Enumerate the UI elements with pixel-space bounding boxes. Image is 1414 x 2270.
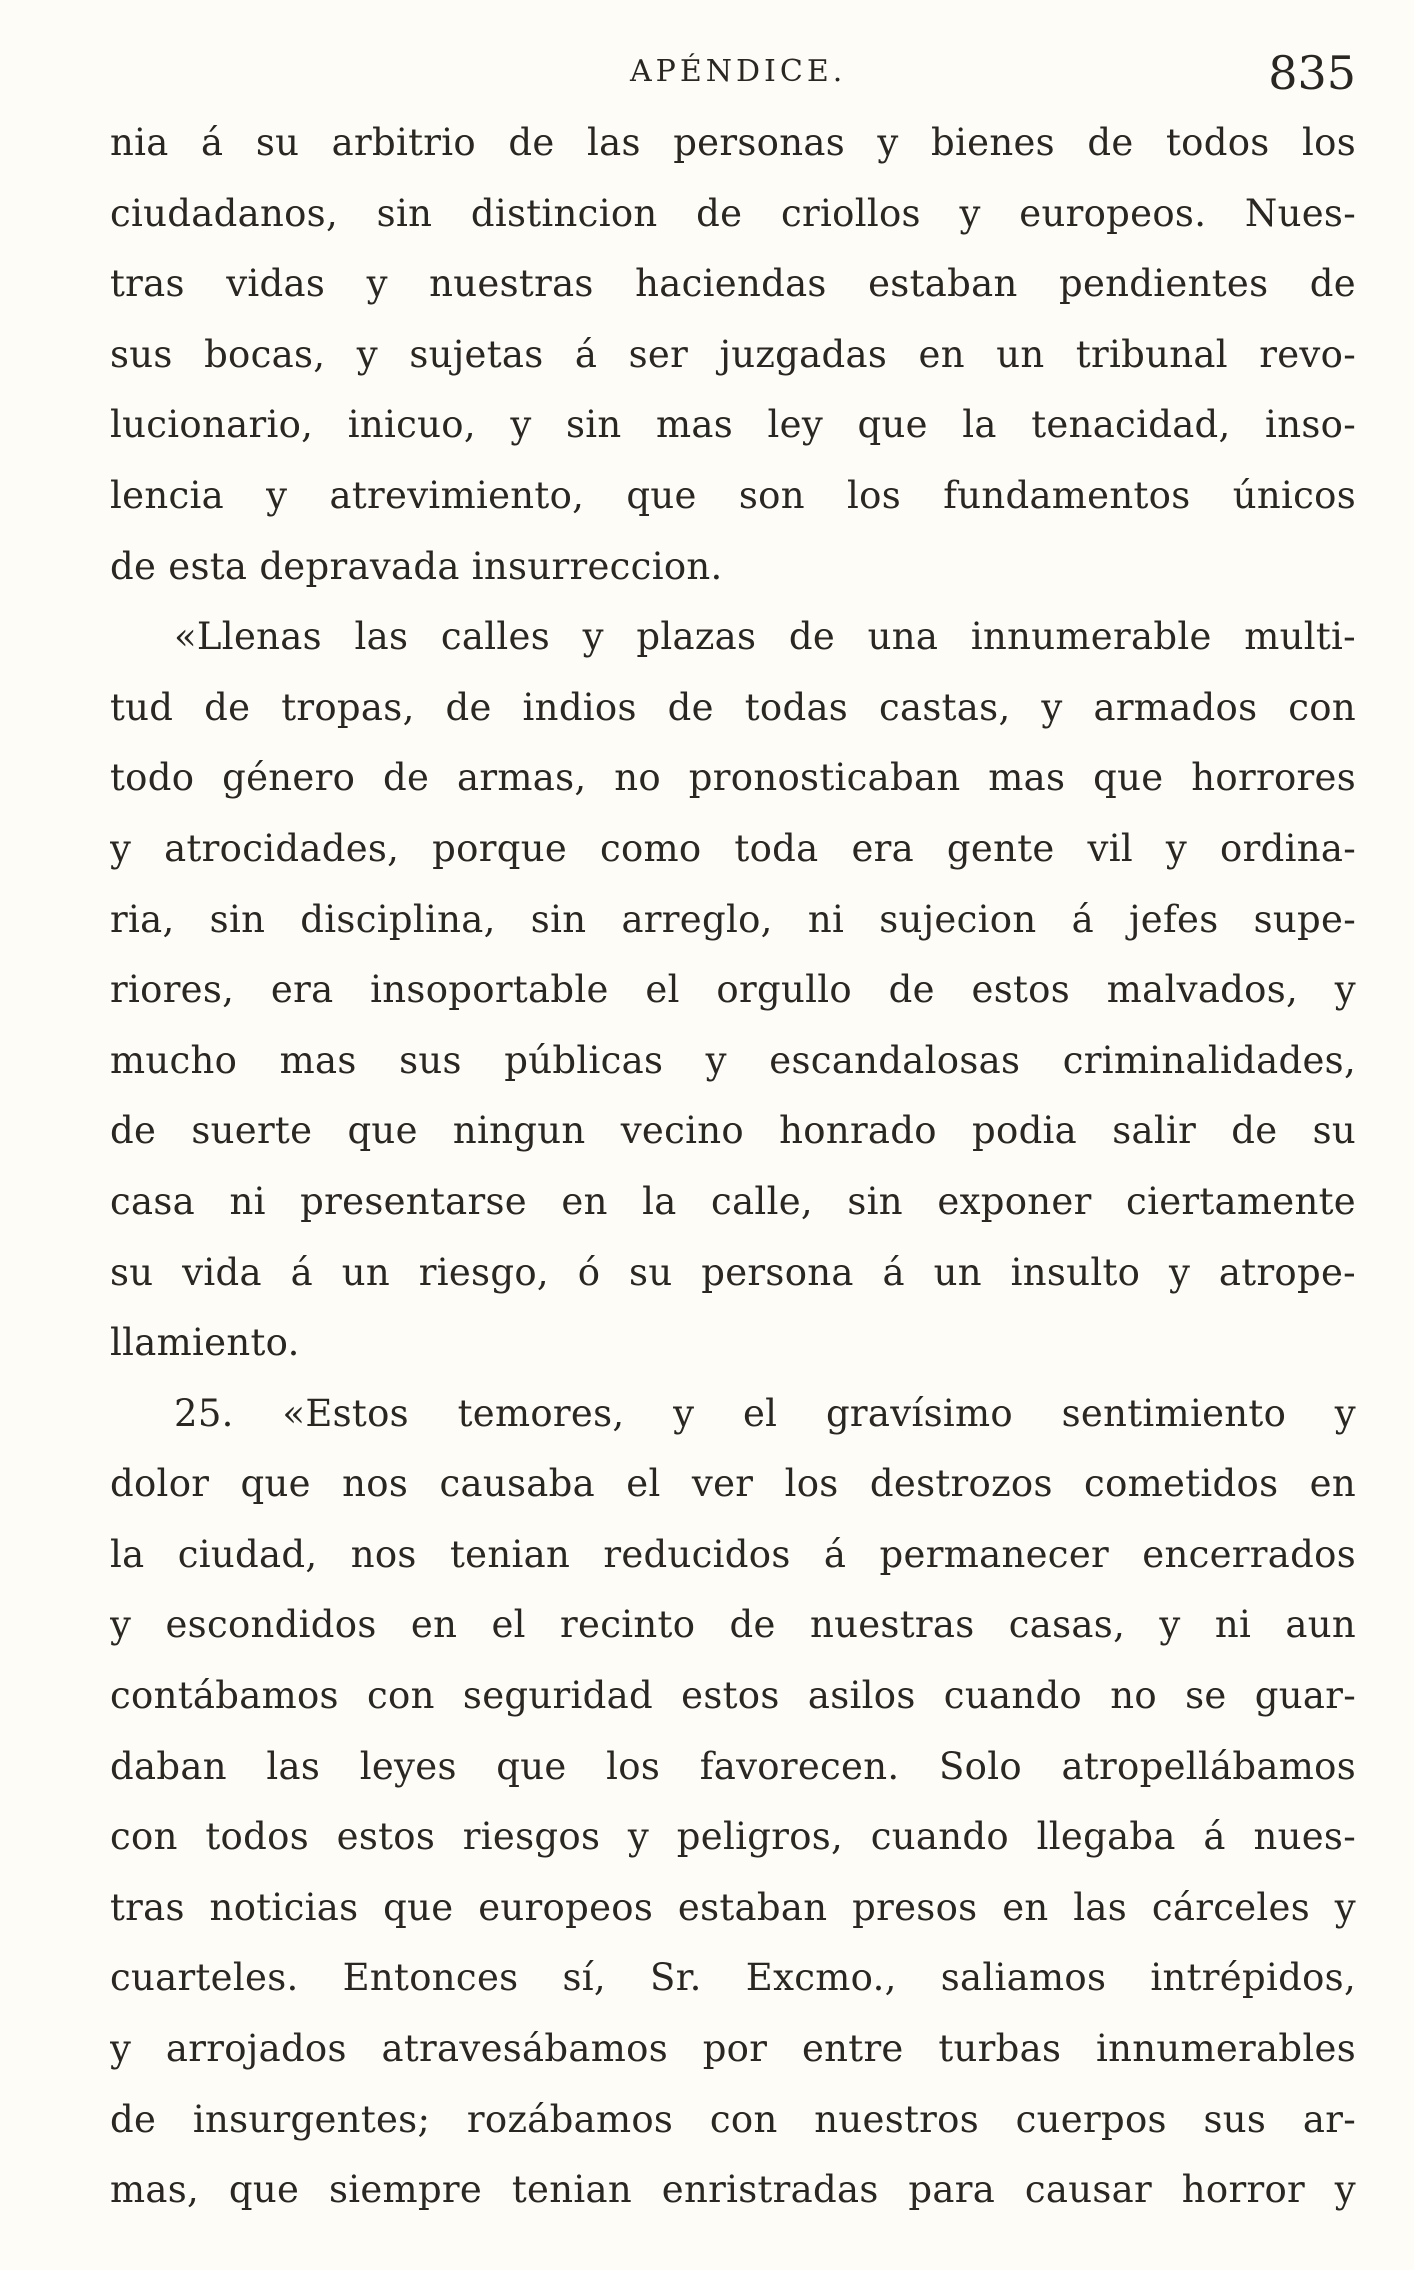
text-line: mas, que siempre tenian enristradas para causar horror y — [110, 2168, 1356, 2212]
text-line: casa ni presentarse en la calle, sin exponer ciertamente — [110, 1179, 1356, 1223]
text-line: ciudadanos, sin distincion de criollos y europeos. Nues- — [110, 191, 1356, 235]
text-line: sus bocas, y sujetas á ser juzgadas en un tribunal revo- — [110, 332, 1356, 376]
text-line: contábamos con seguridad estos asilos cuando no se guar- — [110, 1674, 1356, 1718]
text-line: llamiento. — [110, 1321, 300, 1365]
text-line: la ciudad, nos tenian reducidos á permanecer encerrados — [110, 1532, 1356, 1576]
text-line: daban las leyes que los favorecen. Solo atropellábamos — [110, 1744, 1356, 1788]
text-line: tud de tropas, de indios de todas castas, y armados con — [110, 685, 1356, 729]
text-line: mucho mas sus públicas y escandalosas criminalidades, — [110, 1038, 1356, 1082]
body-text — [110, 108, 1356, 2226]
text-line: de suerte que ningun vecino honrado podia salir de su — [110, 1109, 1356, 1153]
text-line: de esta depravada insurreccion. — [110, 544, 723, 588]
text-line: de insurgentes; rozábamos con nuestros cuerpos sus ar- — [110, 2097, 1356, 2141]
text-line: dolor que nos causaba el ver los destrozos cometidos en — [110, 1462, 1356, 1506]
text-line: «Llenas las calles y plazas de una innumerable multi- — [174, 615, 1356, 659]
text-line: tras vidas y nuestras haciendas estaban pendientes de — [110, 262, 1356, 306]
text-line: cuarteles. Entonces sí, Sr. Excmo., saliamos intrépidos, — [110, 1956, 1356, 2000]
running-title: APÉNDICE. — [630, 54, 847, 89]
running-head — [110, 46, 1356, 106]
text-line: lucionario, inicuo, y sin mas ley que la tenacidad, inso- — [110, 403, 1356, 447]
text-line: con todos estos riesgos y peligros, cuando llegaba á nues- — [110, 1815, 1356, 1859]
text-line: y atrocidades, porque como toda era gente vil y ordina- — [110, 826, 1356, 870]
text-line: y arrojados atravesábamos por entre turbas innumerables — [110, 2027, 1356, 2071]
text-line: nia á su arbitrio de las personas y bienes de todos los — [110, 121, 1356, 164]
text-line: ria, sin disciplina, sin arreglo, ni sujecion á jefes supe- — [110, 897, 1356, 941]
text-line: tras noticias que europeos estaban presos en las cárceles y — [110, 1885, 1356, 1929]
text-line: lencia y atrevimiento, que son los fundamentos únicos — [110, 473, 1356, 517]
text-line: riores, era insoportable el orgullo de estos malvados, y — [110, 968, 1356, 1012]
text-line: y escondidos en el recinto de nuestras casas, y ni aun — [110, 1603, 1356, 1647]
text-line: su vida á un riesgo, ó su persona á un insulto y atrope- — [110, 1250, 1356, 1294]
text-line: todo género de armas, no pronosticaban mas que horrores — [110, 756, 1356, 800]
text-line: 25. «Estos temores, y el gravísimo sentimiento y — [174, 1391, 1356, 1435]
page-number: 835 — [1268, 46, 1356, 100]
